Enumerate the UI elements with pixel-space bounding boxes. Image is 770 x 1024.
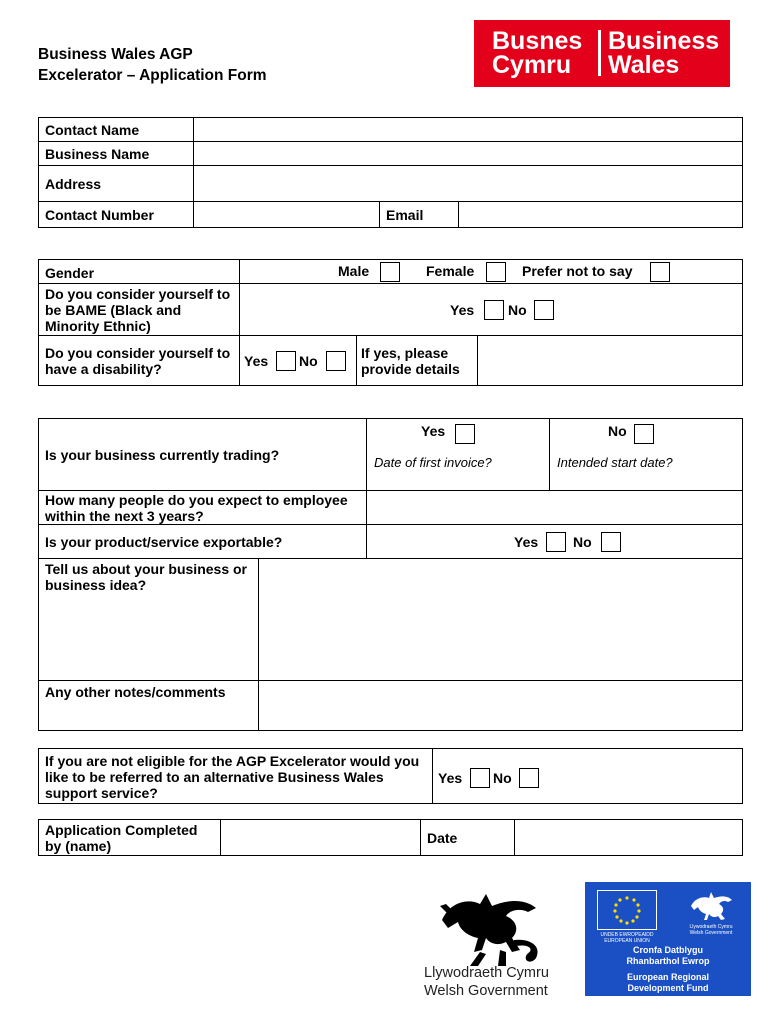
employees-field[interactable] bbox=[367, 491, 743, 525]
address-label: Address bbox=[39, 166, 194, 202]
export-yes-label: Yes bbox=[514, 533, 539, 550]
business-name-field[interactable] bbox=[194, 142, 743, 166]
eu-fund-english2: Development Fund bbox=[627, 983, 709, 993]
eu-stars-icon bbox=[598, 891, 656, 929]
bame-no-checkbox[interactable] bbox=[534, 300, 554, 320]
trading-question: Is your business currently trading? bbox=[39, 419, 367, 491]
eu-union-welsh: UNDEB EWROPEAIDD bbox=[600, 932, 654, 938]
completed-by-field[interactable] bbox=[221, 820, 421, 856]
business-idea-question: Tell us about your business or business idea? bbox=[39, 559, 259, 681]
referral-no-checkbox[interactable] bbox=[519, 768, 539, 788]
notes-question: Any other notes/comments bbox=[39, 681, 259, 731]
export-question: Is your product/service exportable? bbox=[39, 525, 367, 559]
eu-union-english: EUROPEAN UNION bbox=[604, 938, 650, 944]
logo-welsh-bottom: Cymru bbox=[492, 51, 572, 79]
contact-number-field[interactable] bbox=[194, 202, 380, 228]
business-name-label: Business Name bbox=[39, 142, 194, 166]
disability-details-field[interactable] bbox=[478, 336, 743, 386]
email-field[interactable] bbox=[459, 202, 743, 228]
trading-no-checkbox[interactable] bbox=[634, 424, 654, 444]
eu-gov-english: Welsh Government bbox=[689, 930, 733, 936]
male-checkbox[interactable] bbox=[380, 262, 400, 282]
address-field[interactable] bbox=[194, 166, 743, 202]
eu-gov-welsh: Llywodraeth Cymru bbox=[689, 924, 733, 930]
logo-english-bottom: Wales bbox=[608, 51, 680, 79]
contact-number-label: Contact Number bbox=[39, 202, 194, 228]
bame-options bbox=[240, 284, 743, 336]
eu-fund-english1: European Regional bbox=[626, 972, 709, 982]
welsh-gov-line1: Llywodraeth Cymru bbox=[424, 965, 549, 981]
completed-by-label: Application Completed by (name) bbox=[39, 820, 221, 856]
disability-no-checkbox[interactable] bbox=[326, 351, 346, 371]
business-wales-logo bbox=[474, 20, 730, 87]
employees-question: How many people do you expect to employee within the next 3 years? bbox=[39, 491, 367, 525]
gender-options bbox=[240, 260, 743, 284]
business-idea-field[interactable] bbox=[259, 559, 743, 681]
eu-fund-text bbox=[585, 945, 751, 994]
contact-table bbox=[38, 117, 743, 228]
trading-no-label: No bbox=[608, 422, 627, 439]
trading-no-cell bbox=[550, 419, 743, 491]
notes-field[interactable] bbox=[259, 681, 743, 731]
form-title bbox=[38, 44, 267, 86]
date-field[interactable] bbox=[515, 820, 743, 856]
referral-no-label: No bbox=[493, 769, 512, 786]
gender-label: Gender bbox=[39, 260, 240, 284]
export-yes-checkbox[interactable] bbox=[546, 532, 566, 552]
export-no-label: No bbox=[573, 533, 592, 550]
trading-yes-checkbox[interactable] bbox=[455, 424, 475, 444]
welsh-dragon-icon bbox=[420, 880, 560, 970]
prefer-not-label: Prefer not to say bbox=[522, 262, 633, 279]
bame-yes-checkbox[interactable] bbox=[484, 300, 504, 320]
female-label: Female bbox=[426, 262, 475, 279]
eu-fund-welsh2: Rhanbarthol Ewrop bbox=[626, 956, 710, 966]
referral-options bbox=[433, 749, 743, 804]
bame-no-label: No bbox=[508, 301, 527, 318]
eu-union-text bbox=[591, 932, 663, 944]
email-label: Email bbox=[380, 202, 459, 228]
trading-yes-cell bbox=[367, 419, 550, 491]
logo-divider bbox=[598, 30, 601, 76]
eu-gov-text bbox=[677, 924, 745, 936]
disability-question: Do you consider yourself to have a disability? bbox=[39, 336, 240, 386]
referral-yes-label: Yes bbox=[438, 769, 463, 786]
male-label: Male bbox=[338, 262, 370, 279]
date-label: Date bbox=[421, 820, 515, 856]
first-invoice-label: Date of first invoice? bbox=[374, 454, 492, 470]
logo-welsh-top: Busnes bbox=[492, 27, 583, 55]
eu-fund-welsh1: Cronfa Datblygu bbox=[632, 945, 703, 955]
welsh-gov-line2: Welsh Government bbox=[424, 983, 548, 999]
trading-yes-label: Yes bbox=[421, 422, 446, 439]
logo-english-top: Business bbox=[608, 27, 720, 55]
form-title-line1: Business Wales AGP bbox=[38, 46, 193, 63]
personal-table bbox=[38, 259, 743, 386]
welsh-gov-text bbox=[424, 964, 549, 1000]
contact-name-field[interactable] bbox=[194, 118, 743, 142]
bame-yes-label: Yes bbox=[450, 301, 475, 318]
disability-yes-checkbox[interactable] bbox=[276, 351, 296, 371]
form-title-line2: Excelerator – Application Form bbox=[38, 67, 267, 84]
export-options bbox=[367, 525, 743, 559]
welsh-government-logo bbox=[420, 880, 560, 1000]
bame-question: Do you consider yourself to be BAME (Black and Minority Ethnic) bbox=[39, 284, 240, 336]
referral-table bbox=[38, 748, 743, 804]
female-checkbox[interactable] bbox=[486, 262, 506, 282]
prefer-not-checkbox[interactable] bbox=[650, 262, 670, 282]
welsh-dragon-white-icon bbox=[685, 888, 737, 924]
eu-flag bbox=[597, 890, 657, 930]
disability-details-label: If yes, please provide details bbox=[357, 336, 478, 386]
disability-yes-label: Yes bbox=[244, 352, 269, 369]
start-date-label: Intended start date? bbox=[557, 454, 673, 470]
eu-funding-logo bbox=[585, 882, 751, 996]
completion-table bbox=[38, 819, 743, 856]
disability-options bbox=[240, 336, 357, 386]
contact-name-label: Contact Name bbox=[39, 118, 194, 142]
referral-question: If you are not eligible for the AGP Excelerator would you like to be referred to an alternative Business Wales support service? bbox=[39, 749, 433, 804]
disability-no-label: No bbox=[299, 352, 318, 369]
referral-yes-checkbox[interactable] bbox=[470, 768, 490, 788]
export-no-checkbox[interactable] bbox=[601, 532, 621, 552]
business-table bbox=[38, 418, 743, 731]
